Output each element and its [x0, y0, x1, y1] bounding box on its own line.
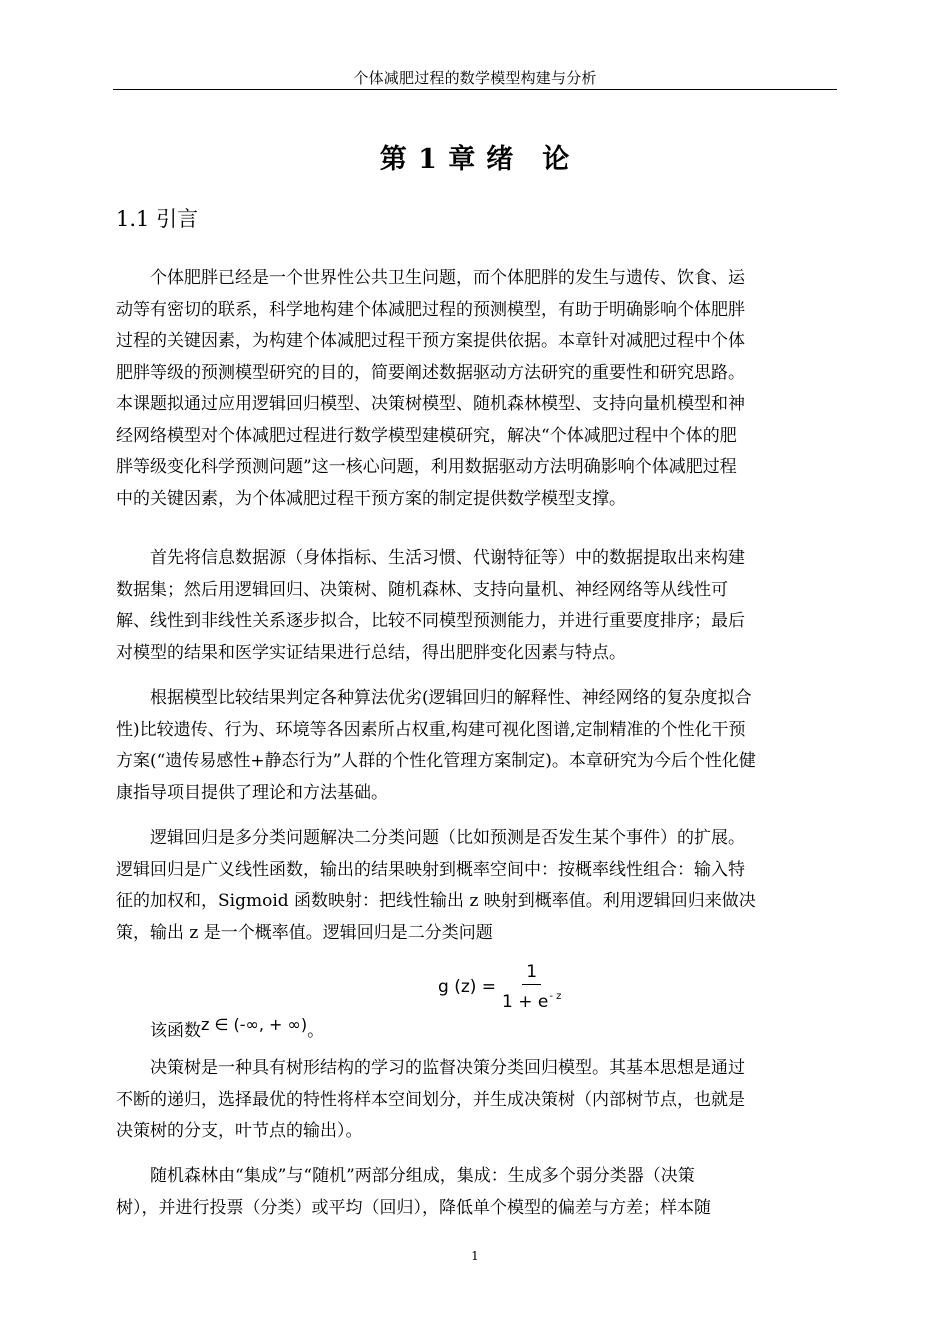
section-number: 1.1: [116, 207, 150, 231]
text-line: 根据模型比较结果判定各种算法优劣(逻辑回归的解释性、神经网络的复杂度拟合: [150, 688, 752, 708]
text-line: 逻辑回归是广义线性函数，输出的结果映射到概率空间中：按概率线性组合：输入特: [116, 859, 745, 880]
paragraph-random-forest: [116, 1161, 836, 1224]
paragraph-logistic: [116, 823, 836, 949]
header-rule: [113, 89, 837, 90]
text-line: 康指导项目提供了理论和方法基础。: [116, 782, 388, 803]
text-line: 肥胖等级的预测模型研究的目的，简要阐述数据驱动方法研究的重要性和研究思路。: [116, 362, 745, 383]
text-line: 胖等级变化科学预测问题”这一核心问题，利用数据驱动方法明确影响个体减肥过程: [116, 457, 737, 477]
running-header: 个体减肥过程的数学模型构建与分析: [353, 69, 597, 87]
text-line: 随机森林由“集成”与“随机”两部分组成，集成：生成多个弱分类器（决策: [150, 1166, 695, 1186]
domain-suffix: 。: [307, 1021, 325, 1041]
text-line: 数据集；然后用逻辑回归、决策树、随机森林、支持向量机、神经网络等从线性可: [116, 579, 728, 600]
paragraph-comparison: [116, 683, 836, 809]
chapter-name: 绪 论: [486, 144, 571, 175]
text-line: 经网络模型对个体减肥过程进行数学模型建模研究，解决“个体减肥过程中个体的肥: [116, 425, 737, 446]
formula-lhs: g (z) =: [438, 977, 497, 997]
text-line: 决策树是一种具有树形结构的学习的监督决策分类回归模型。其基本思想是通过: [150, 1058, 745, 1078]
text-line: 对模型的结果和医学实证结果进行总结，得出肥胖变化因素与特点。: [116, 642, 626, 663]
text-line: 逻辑回归是多分类问题解决二分类问题（比如预测是否发生某个事件）的扩展。: [150, 828, 745, 848]
text-line: 个体肥胖已经是一个世界性公共卫生问题，而个体肥胖的发生与遗传、饮食、运: [150, 268, 745, 288]
text-line: 决策树的分支，叶节点的输出）。: [116, 1121, 363, 1141]
chapter-label: 第 1 章: [379, 144, 477, 175]
formula-exponent: - z: [549, 991, 562, 1002]
section-title: 引言: [156, 207, 199, 231]
text-line: 性)比较遗传、行为、环境等各因素所占权重,构建可视化图谱,定制精准的个性化干预: [116, 719, 746, 740]
paragraph-intro: [116, 263, 836, 515]
text-line: 征的加权和，Sigmoid 函数映射：把线性输出 z 映射到概率值。利用逻辑回归来做决: [116, 891, 756, 911]
text-line: 动等有密切的联系，科学地构建个体减肥过程的预测模型，有助于明确影响个体肥胖: [116, 299, 745, 320]
domain-prefix: 该函数: [150, 1021, 201, 1041]
formula-denominator: [502, 985, 561, 1012]
formula-fraction: [502, 962, 561, 1012]
text-line: 中的关键因素，为个体减肥过程干预方案的制定提供数学模型支撑。: [116, 488, 626, 509]
paragraph-method: [116, 543, 836, 669]
text-line: 策，输出 z 是一个概率值。逻辑回归是二分类问题: [116, 922, 493, 943]
text-line: 不断的递归，选择最优的特性将样本空间划分，并生成决策树（内部树节点，也就是: [116, 1089, 745, 1110]
sigmoid-formula: [438, 962, 561, 1012]
text-line: 解、线性到非线性关系逐步拟合，比较不同模型预测能力，并进行重要度排序；最后: [116, 611, 745, 631]
text-line: 本课题拟通过应用逻辑回归模型、决策树模型、随机森林模型、支持向量机模型和神: [116, 394, 745, 414]
paragraph-decision-tree: [116, 1053, 836, 1148]
page-number: 1: [471, 1249, 479, 1263]
text-line: 树），并进行投票（分类）或平均（回归），降低单个模型的偏差与方差；样本随: [116, 1197, 711, 1218]
domain-expression: z ∈ (-∞, + ∞): [201, 1015, 308, 1034]
domain-line: [150, 1015, 324, 1048]
text-line: 首先将信息数据源（身体指标、生活习惯、代谢特征等）中的数据提取出来构建: [150, 548, 745, 568]
text-line: 过程的关键因素，为构建个体减肥过程干预方案提供依据。本章针对减肥过程中个体: [116, 331, 745, 351]
text-line: 方案(“遗传易感性+静态行为”人群的个性化管理方案制定)。本章研究为今后个性化健: [116, 751, 756, 771]
formula-denominator-base: 1 + e: [502, 992, 549, 1012]
chapter-title: [113, 140, 837, 180]
formula-numerator: 1: [522, 962, 541, 985]
section-heading: [116, 203, 198, 235]
